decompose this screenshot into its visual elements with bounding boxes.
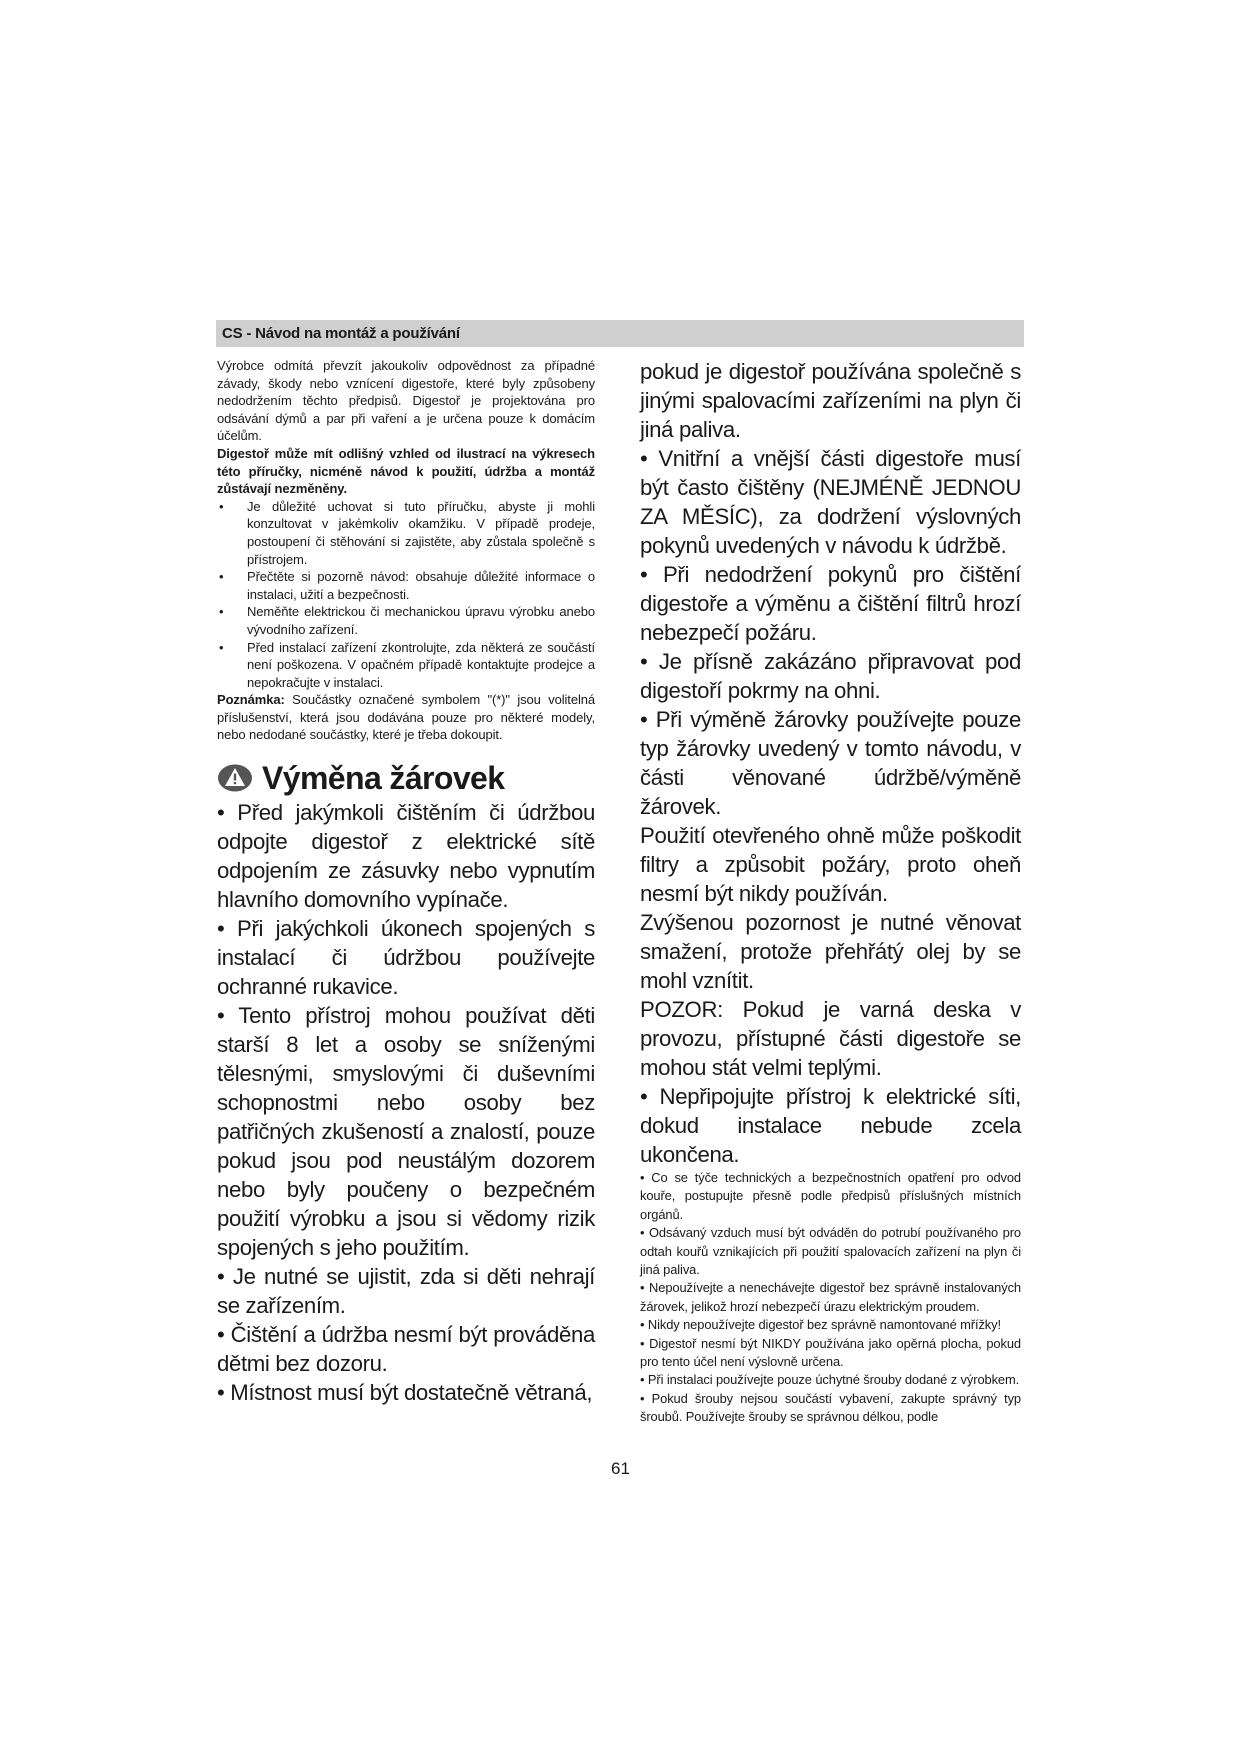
bullet-item: • Neměňte elektrickou či mechanickou úpravu výrobku anebo vývodního zařízení.: [217, 603, 595, 638]
intro-paragraph: Výrobce odmítá převzít jakoukoliv odpovědnost za případné závady, škody nebo vznícení digestoře, které byly způsobeny nedodržením těchto předpisů. Digestoř je projektována pro odsávání dýmů a par při vaření a je určena pouze k domácím účelům.: [217, 358, 595, 444]
small-paragraph: • Pokud šrouby nejsou součástí vybavení, zakupte správný typ šroubů. Používejte šrouby se správnou délkou, podle: [640, 1390, 1021, 1425]
large-paragraph: • Nepřipojujte přístroj k elektrické síti, dokud instalace nebude zcela ukončena.: [640, 1084, 1021, 1167]
large-paragraph: POZOR: Pokud je varná deska v provozu, přístupné části digestoře se mohou stát velmi teplými.: [640, 997, 1021, 1080]
large-paragraph: • Tento přístroj mohou používat děti starší 8 let a osoby se sníženými tělesnými, smyslovými či duševními schopnostmi nebo osoby bez patřičných zkušeností a znalostí, pouze pokud jsou pod neustálým dozorem nebo byly poučeny o bezpečném použití výrobku a jsou si vědomy rizik spojených s jeho použitím.: [217, 1003, 595, 1261]
large-paragraph: • Čištění a údržba nesmí být prováděna dětmi bez dozoru.: [217, 1322, 595, 1377]
small-paragraph: • Odsávaný vzduch musí být odváděn do potrubí používaného pro odtah kouřů vznikajících při použití spalovacích zařízení na plyn či jiná paliva.: [640, 1225, 1021, 1278]
large-paragraph: • Je nutné se ujistit, zda si děti nehrají se zařízením.: [217, 1264, 595, 1319]
note-paragraph: [217, 691, 595, 744]
section-heading: [217, 758, 595, 798]
large-paragraph: • Vnitřní a vnější části digestoře musí být často čištěny (NEJMÉNĚ JEDNOU ZA MĚSÍC), za dodržení výslovných pokynů uvedených v návodu k údržbě.: [640, 446, 1021, 558]
note-label: Poznámka:: [217, 692, 285, 708]
bullet-item: • Před instalací zařízení zkontrolujte, zda některá ze součástí není poškozena. V opačném případě kontaktujte prodejce a nepokračujte v instalaci.: [217, 639, 595, 692]
left-column: [217, 357, 595, 1407]
section-title: Výměna žárovek: [262, 760, 505, 797]
page-number: 61: [611, 1459, 630, 1478]
large-paragraph: • Místnost musí být dostatečně větraná,: [217, 1380, 593, 1406]
large-paragraph: • Je přísně zakázáno připravovat pod digestoří pokrmy na ohni.: [640, 649, 1021, 703]
bullet-item: • Je důležité uchovat si tuto příručku, abyste ji mohli konzultovat v jakémkoliv okamžiku. V případě prodeje, postoupení či stěhování si zajistěte, aby zůstala společně s přístrojem.: [217, 498, 595, 568]
large-paragraph: Zvýšenou pozornost je nutné věnovat smažení, protože přehřátý olej by se mohl vznítit.: [640, 910, 1021, 993]
large-paragraph: Použití otevřeného ohně může poškodit filtry a způsobit požáry, proto oheň nesmí být nikdy používán.: [640, 823, 1021, 906]
large-paragraph: pokud je digestoř používána společně s jinými spalovacími zařízeními na plyn či jiná paliva.: [640, 359, 1021, 442]
large-paragraph: • Před jakýmkoli čištěním či údržbou odpojte digestoř z elektrické sítě odpojením ze zásuvky nebo vypnutím hlavního domovního vypínače.: [217, 800, 595, 913]
large-paragraph: • Při nedodržení pokynů pro čištění digestoře a výměnu a čištění filtrů hrozí nebezpečí požáru.: [640, 562, 1021, 645]
small-paragraph: • Nikdy nepoužívejte digestoř bez správně namontované mřížky!: [640, 1317, 1001, 1333]
appearance-notice: Digestoř může mít odlišný vzhled od ilustrací na výkresech této příručky, nicméně návod k použití, údržba a montáž zůstávají nezměněny.: [217, 445, 595, 497]
bullet-item: • Přečtěte si pozorně návod: obsahuje důležité informace o instalaci, užití a bezpečnosti.: [217, 568, 595, 603]
right-column: [640, 357, 1021, 1427]
small-paragraph: • Nepoužívejte a nenechávejte digestoř bez správně instalovaných žárovek, jelikož hrozí nebezpečí úrazu elektrickým proudem.: [640, 1280, 1021, 1314]
large-paragraph: • Při výměně žárovky používejte pouze typ žárovky uvedený v tomto návodu, v části věnované údržbě/výměně žárovek.: [640, 707, 1021, 819]
safety-bullet-list: [217, 498, 595, 692]
small-paragraph: • Co se týče technických a bezpečnostních opatření pro odvod kouře, postupujte přesně podle předpisů příslušných místních orgánů.: [640, 1170, 1021, 1222]
warning-triangle-icon: [217, 763, 253, 793]
header-title: CS - Návod na montáž a používání: [222, 325, 460, 342]
small-paragraph: • Při instalaci používejte pouze úchytné šrouby dodané z výrobkem.: [640, 1372, 1020, 1388]
section-header-bar: [216, 320, 1024, 347]
note-text: Součástky označené symbolem "(*)" jsou volitelná příslušenství, která jsou dodávána pouze pro některé modely, nebo nedodané součástky, které je třeba dokoupit.: [217, 692, 595, 743]
small-paragraph: • Digestoř nesmí být NIKDY používána jako opěrná plocha, pokud pro tento účel není výslovně určena.: [640, 1335, 1021, 1370]
large-paragraph: • Při jakýchkoli úkonech spojených s instalací či údržbou používejte ochranné rukavice.: [217, 916, 595, 1000]
